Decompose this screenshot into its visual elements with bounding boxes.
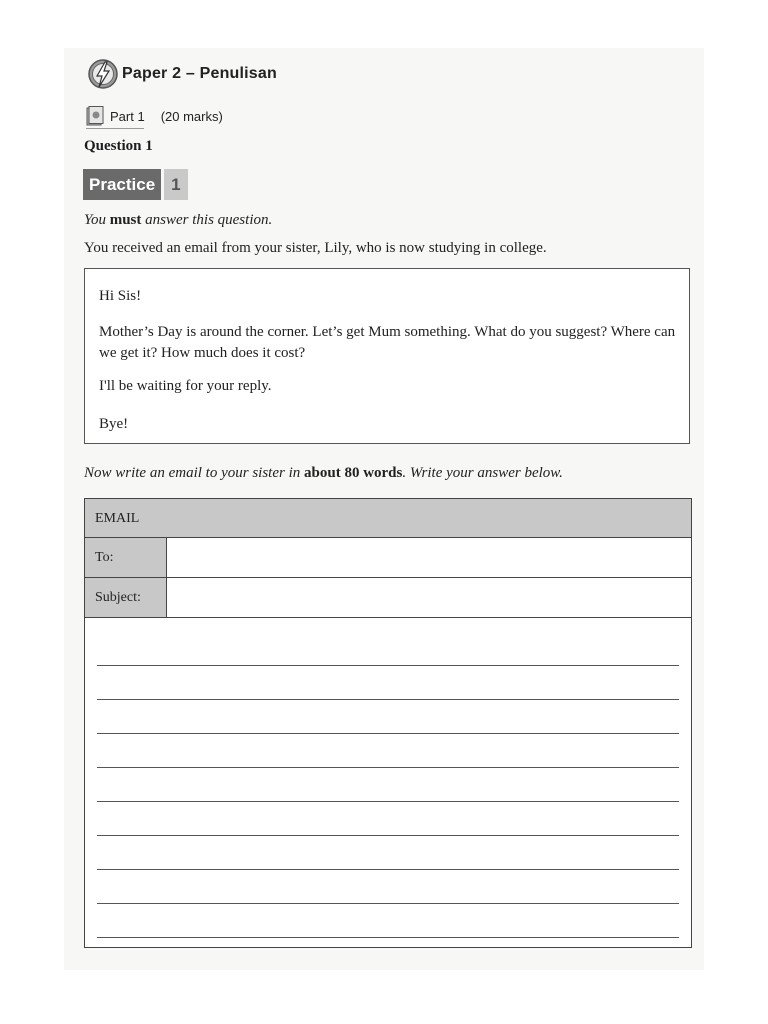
- email-form-header: [85, 499, 691, 538]
- subject-label-cell: [85, 578, 167, 617]
- writing-line: [97, 937, 679, 938]
- email-waiting: I'll be waiting for your reply.: [99, 378, 272, 394]
- practice-number: 1: [164, 169, 187, 200]
- to-label: To:: [95, 550, 114, 565]
- task-suffix: . Write your answer below.: [402, 465, 563, 481]
- instruction-suffix: answer this question.: [145, 212, 273, 228]
- paper-header: [86, 56, 277, 92]
- part-marks: (20 marks): [160, 108, 223, 124]
- sister-email-box: [84, 268, 690, 444]
- to-field[interactable]: [167, 538, 691, 577]
- answer-form: [84, 498, 692, 948]
- writing-line: [97, 801, 679, 802]
- part-row: [86, 106, 223, 126]
- task-instruction: [84, 465, 563, 482]
- question-label: Question 1: [84, 138, 153, 154]
- instruction-prefix: You: [84, 212, 106, 228]
- lightning-bolt-icon: [86, 57, 120, 91]
- writing-line: [97, 665, 679, 666]
- subject-field-row: [85, 578, 691, 618]
- writing-line: [97, 767, 679, 768]
- part-underline: [86, 128, 144, 129]
- writing-line: [97, 835, 679, 836]
- email-body-line2: we get it? How much does it cost?: [99, 345, 306, 361]
- task-prefix: Now write an email to your sister in: [84, 465, 301, 481]
- practice-label: Practice: [83, 169, 161, 200]
- to-field-row: [85, 538, 691, 578]
- instruction: [84, 212, 272, 229]
- document-icon: [86, 106, 104, 126]
- context-text: You received an email from your sister, Lily, who is now studying in college.: [84, 240, 547, 256]
- writing-line: [97, 733, 679, 734]
- writing-line: [97, 903, 679, 904]
- practice-badge: [83, 169, 188, 200]
- paper-title: Paper 2 – Penulisan: [122, 65, 277, 82]
- email-body-line1: Mother’s Day is around the corner. Let’s get Mum something. What do you suggest? Where can: [99, 324, 676, 340]
- writing-line: [97, 699, 679, 700]
- writing-line: [97, 869, 679, 870]
- subject-field[interactable]: [167, 578, 691, 617]
- email-closing: Bye!: [99, 416, 129, 432]
- to-label-cell: [85, 538, 167, 577]
- part-label: Part 1: [110, 108, 145, 124]
- instruction-emphasis: must: [109, 212, 142, 228]
- email-form-title: EMAIL: [95, 511, 140, 526]
- subject-label: Subject:: [95, 590, 141, 605]
- email-greeting: Hi Sis!: [99, 288, 142, 304]
- task-emphasis: about 80 words: [304, 465, 403, 481]
